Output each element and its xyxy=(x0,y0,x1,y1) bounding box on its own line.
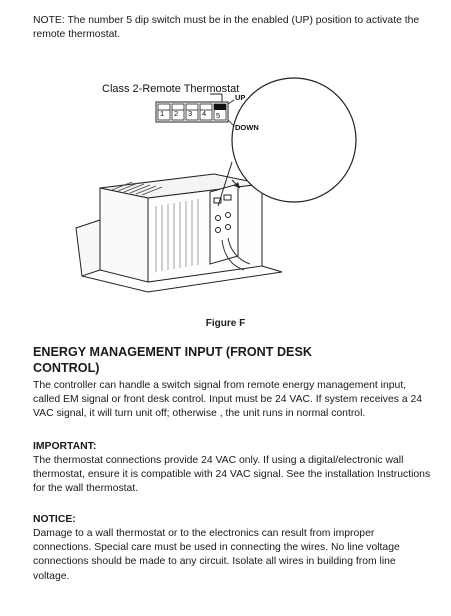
label-up: UP xyxy=(235,93,246,102)
figure-title: Class 2-Remote Thermostat xyxy=(102,83,240,95)
notice-title: NOTICE: xyxy=(33,514,76,525)
switch-number-5: 5 xyxy=(216,111,221,120)
important-text: The thermostat connections provide 24 VAC only. If using a digital/electronic wall thermostat, ensure it is compatible with 24 VAC signal. See the installation Instructions for the wall thermostat. xyxy=(33,455,431,495)
dip-switch-note: NOTE: The number 5 dip switch must be in the enabled (UP) position to activate the remote thermostat. xyxy=(33,15,420,41)
switch-number-1: 1 xyxy=(160,109,165,118)
label-down: DOWN xyxy=(235,123,259,132)
switch-5-up xyxy=(214,104,226,110)
figure-caption: Figure F xyxy=(205,318,246,329)
em-input-paragraph: The controller can handle a switch signal from remote energy management input, called EM signal or front desk control. Input must be 24 VAC. If system receives a 24 VAC signal, it will turn unit off; otherwise , the unit runs in normal control. xyxy=(33,380,423,420)
switch-number-2: 2 xyxy=(174,109,179,118)
remote-thermostat-figure xyxy=(72,70,372,310)
switch-number-3: 3 xyxy=(188,109,193,118)
notice-text: Damage to a wall thermostat or to the electronics can result from improper connections. Special care must be used in connecting the wires. No line voltage connections should be made to any circuit. Isolate all wires in building from line voltage. xyxy=(33,528,400,582)
unit-illustration xyxy=(72,70,372,310)
important-title: IMPORTANT: xyxy=(33,441,97,452)
section-heading: ENERGY MANAGEMENT INPUT (FRONT DESK CONTROL) xyxy=(33,345,312,375)
zoom-circle xyxy=(232,78,356,202)
switch-number-4: 4 xyxy=(202,109,207,118)
